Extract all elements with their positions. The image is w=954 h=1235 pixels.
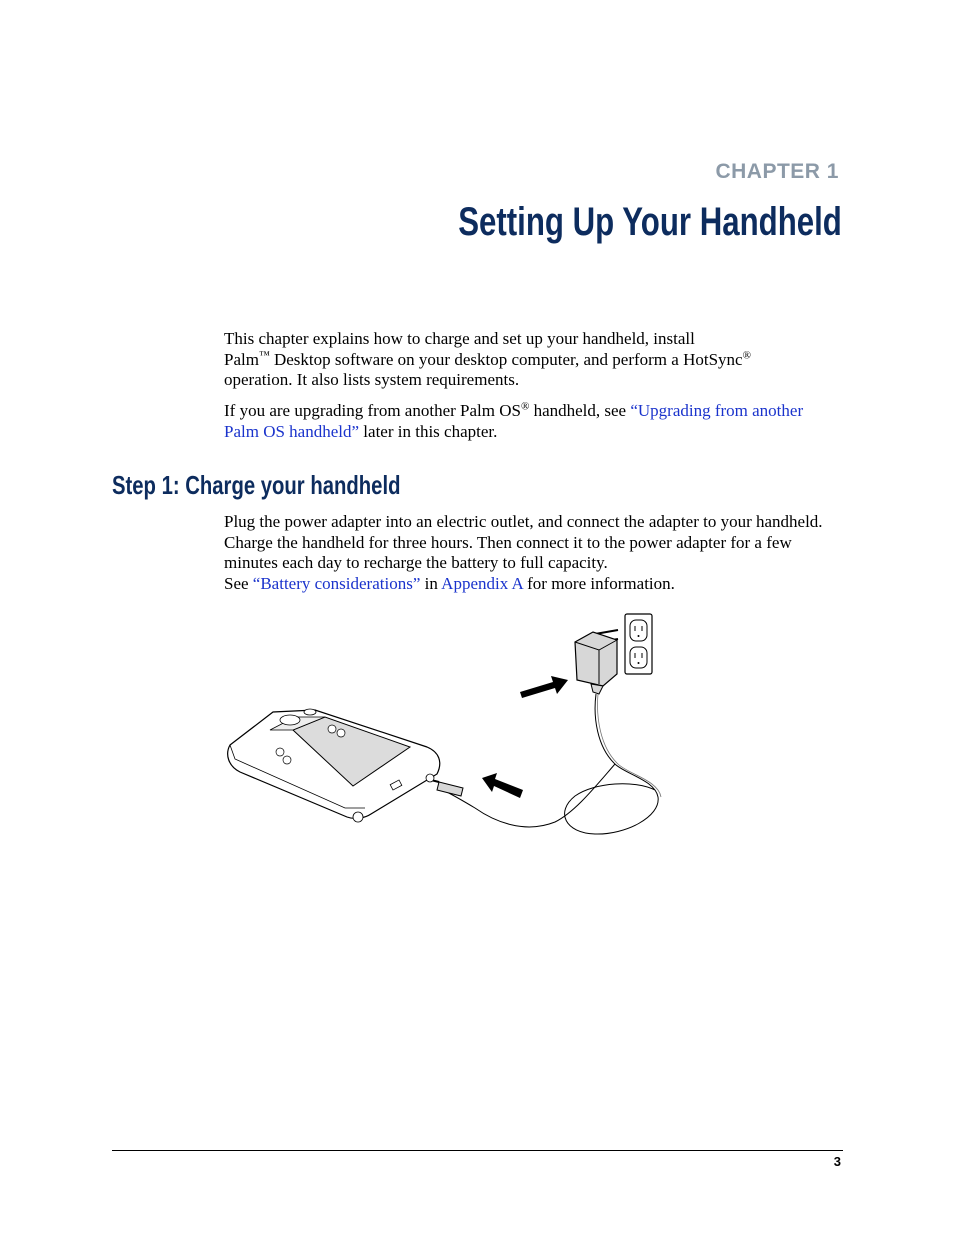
upgrade-text-mid: handheld, see — [529, 401, 631, 420]
arrow-icon — [520, 676, 568, 698]
more-info-text: for more information. — [522, 573, 675, 593]
arrow-icon — [482, 773, 523, 798]
charging-illustration — [225, 612, 665, 842]
intro-paragraph-1 — [224, 329, 824, 391]
power-cord — [565, 694, 659, 834]
power-adapter-icon — [575, 630, 618, 694]
step1-text: Plug the power adapter into an electric outlet, and connect the adapter to your handheld. Charge the handheld for three hours. Then connect it to the power adapter for a few minutes each day to recharge the battery to full capacity. — [224, 512, 823, 572]
chapter-title: Setting Up Your Handheld — [458, 200, 842, 244]
handheld-device-icon — [228, 709, 440, 822]
upgrading-link[interactable]: “Upgrading from another Palm OS handheld” — [224, 401, 804, 441]
in-text: in — [420, 573, 442, 593]
chapter-label: CHAPTER 1 — [715, 160, 839, 183]
step1-paragraph — [224, 512, 829, 594]
upgrade-text-end: later in this chapter. — [359, 421, 498, 441]
appendix-a-link[interactable]: Appendix A — [441, 573, 523, 593]
palm-word: Palm — [224, 349, 259, 369]
dc-plug-icon — [431, 780, 463, 796]
footer-rule — [112, 1150, 843, 1151]
upgrade-text-start: If you are upgrading from another Palm OS — [224, 401, 521, 420]
see-text: See — [224, 573, 253, 593]
wall-outlet-icon — [625, 614, 652, 674]
section-heading-step-1: Step 1: Charge your handheld — [112, 470, 401, 500]
battery-considerations-link[interactable]: “Battery considerations” — [252, 573, 421, 593]
trademark-symbol: ™ — [258, 348, 270, 361]
intro-paragraph-2 — [224, 401, 819, 442]
page-number: 3 — [833, 1154, 841, 1169]
registered-symbol: ® — [742, 348, 751, 361]
registered-symbol-2: ® — [520, 400, 530, 413]
intro-line-3: operation. It also lists system requirements. — [224, 370, 520, 389]
intro-line-2: Desktop software on your desktop computer, and perform a HotSync — [269, 349, 743, 369]
intro-line-1: This chapter explains how to charge and set up your handheld, install — [224, 329, 695, 348]
